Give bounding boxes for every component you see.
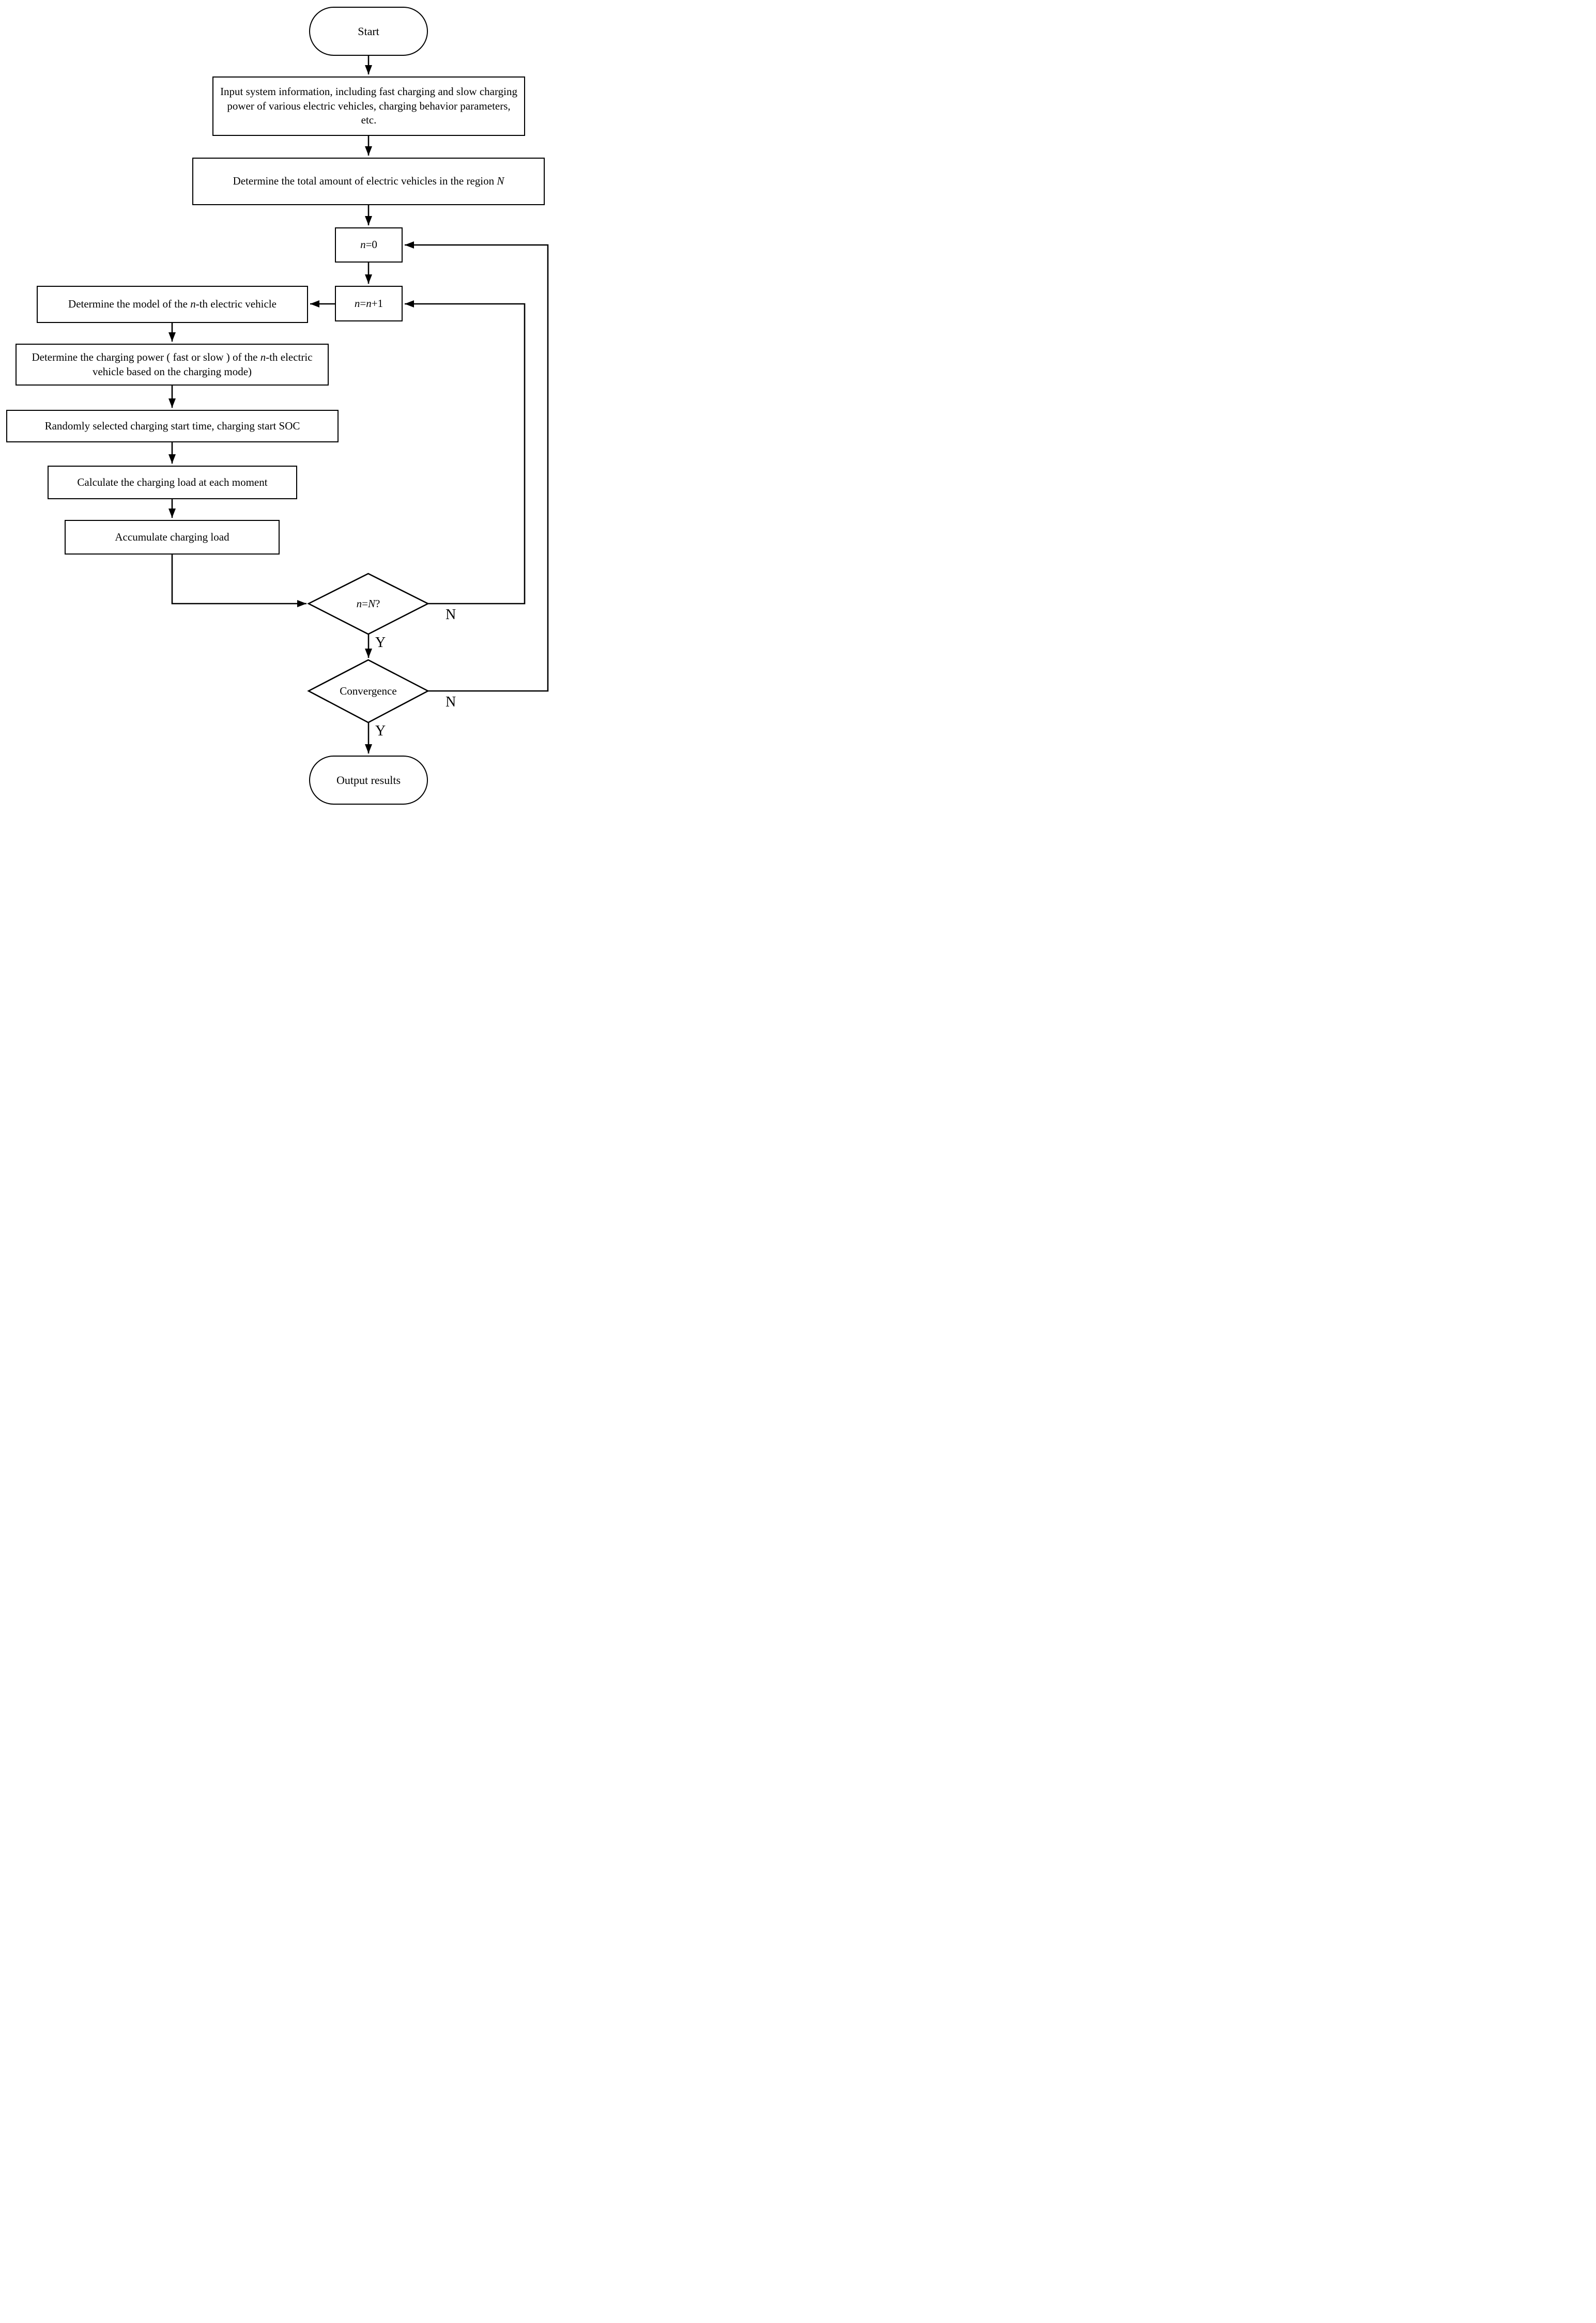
decision-n-equals-total-shape bbox=[309, 574, 428, 634]
decision-convergence-label: Convergence bbox=[340, 685, 397, 697]
process-n-increment-label: n=n+1 bbox=[354, 297, 383, 310]
decision-convergence-shape bbox=[309, 660, 428, 722]
process-determine-model bbox=[37, 286, 308, 323]
process-determine-charging-power-label: Determine the charging power ( fast or slow ) of the n-th electric vehicle based on the charging mode) bbox=[32, 350, 313, 378]
process-accumulate-charging-load bbox=[65, 520, 280, 555]
terminator-start bbox=[309, 7, 428, 56]
edge-label-convergence-yes: Y bbox=[375, 723, 386, 739]
process-calculate-charging-load bbox=[48, 466, 297, 499]
terminator-start-label: Start bbox=[358, 24, 379, 38]
process-determine-model-label: Determine the model of the n-th electric vehicle bbox=[68, 298, 277, 311]
edge-label-decision-yes: Y bbox=[375, 635, 386, 651]
process-input-system-information bbox=[212, 76, 525, 136]
process-determine-total-evs-label: Determine the total amount of electric vehicles in the region N bbox=[233, 175, 504, 188]
process-determine-charging-power bbox=[16, 344, 329, 386]
terminator-output-results-label: Output results bbox=[336, 773, 401, 787]
flowchart-ev-charging-simulation bbox=[0, 0, 558, 812]
process-n-init-label: n=0 bbox=[360, 238, 377, 251]
edge-label-convergence-no: N bbox=[446, 694, 456, 710]
process-random-start-time-soc bbox=[6, 410, 339, 442]
arrow-accumulate-to-decision bbox=[172, 555, 306, 604]
terminator-output-results bbox=[309, 756, 428, 805]
edge-label-decision-no: N bbox=[446, 607, 456, 623]
arrow-decision-no-loop-to-nincrement bbox=[405, 304, 525, 604]
process-n-init bbox=[335, 227, 403, 263]
process-calculate-charging-load-label: Calculate the charging load at each moment bbox=[77, 475, 268, 488]
process-determine-total-evs bbox=[192, 158, 545, 205]
decision-n-equals-total-label: n=N? bbox=[356, 597, 380, 610]
arrow-convergence-no-loop-to-ninit bbox=[405, 245, 548, 691]
process-random-start-time-soc-label: Randomly selected charging start time, charging start SOC bbox=[44, 419, 300, 432]
process-input-system-information-label: Input system information, including fast charging and slow charging power of various electric vehicles, charging behavior parameters, etc. bbox=[220, 85, 517, 127]
process-accumulate-charging-load-label: Accumulate charging load bbox=[115, 530, 229, 543]
process-n-increment bbox=[335, 286, 403, 321]
